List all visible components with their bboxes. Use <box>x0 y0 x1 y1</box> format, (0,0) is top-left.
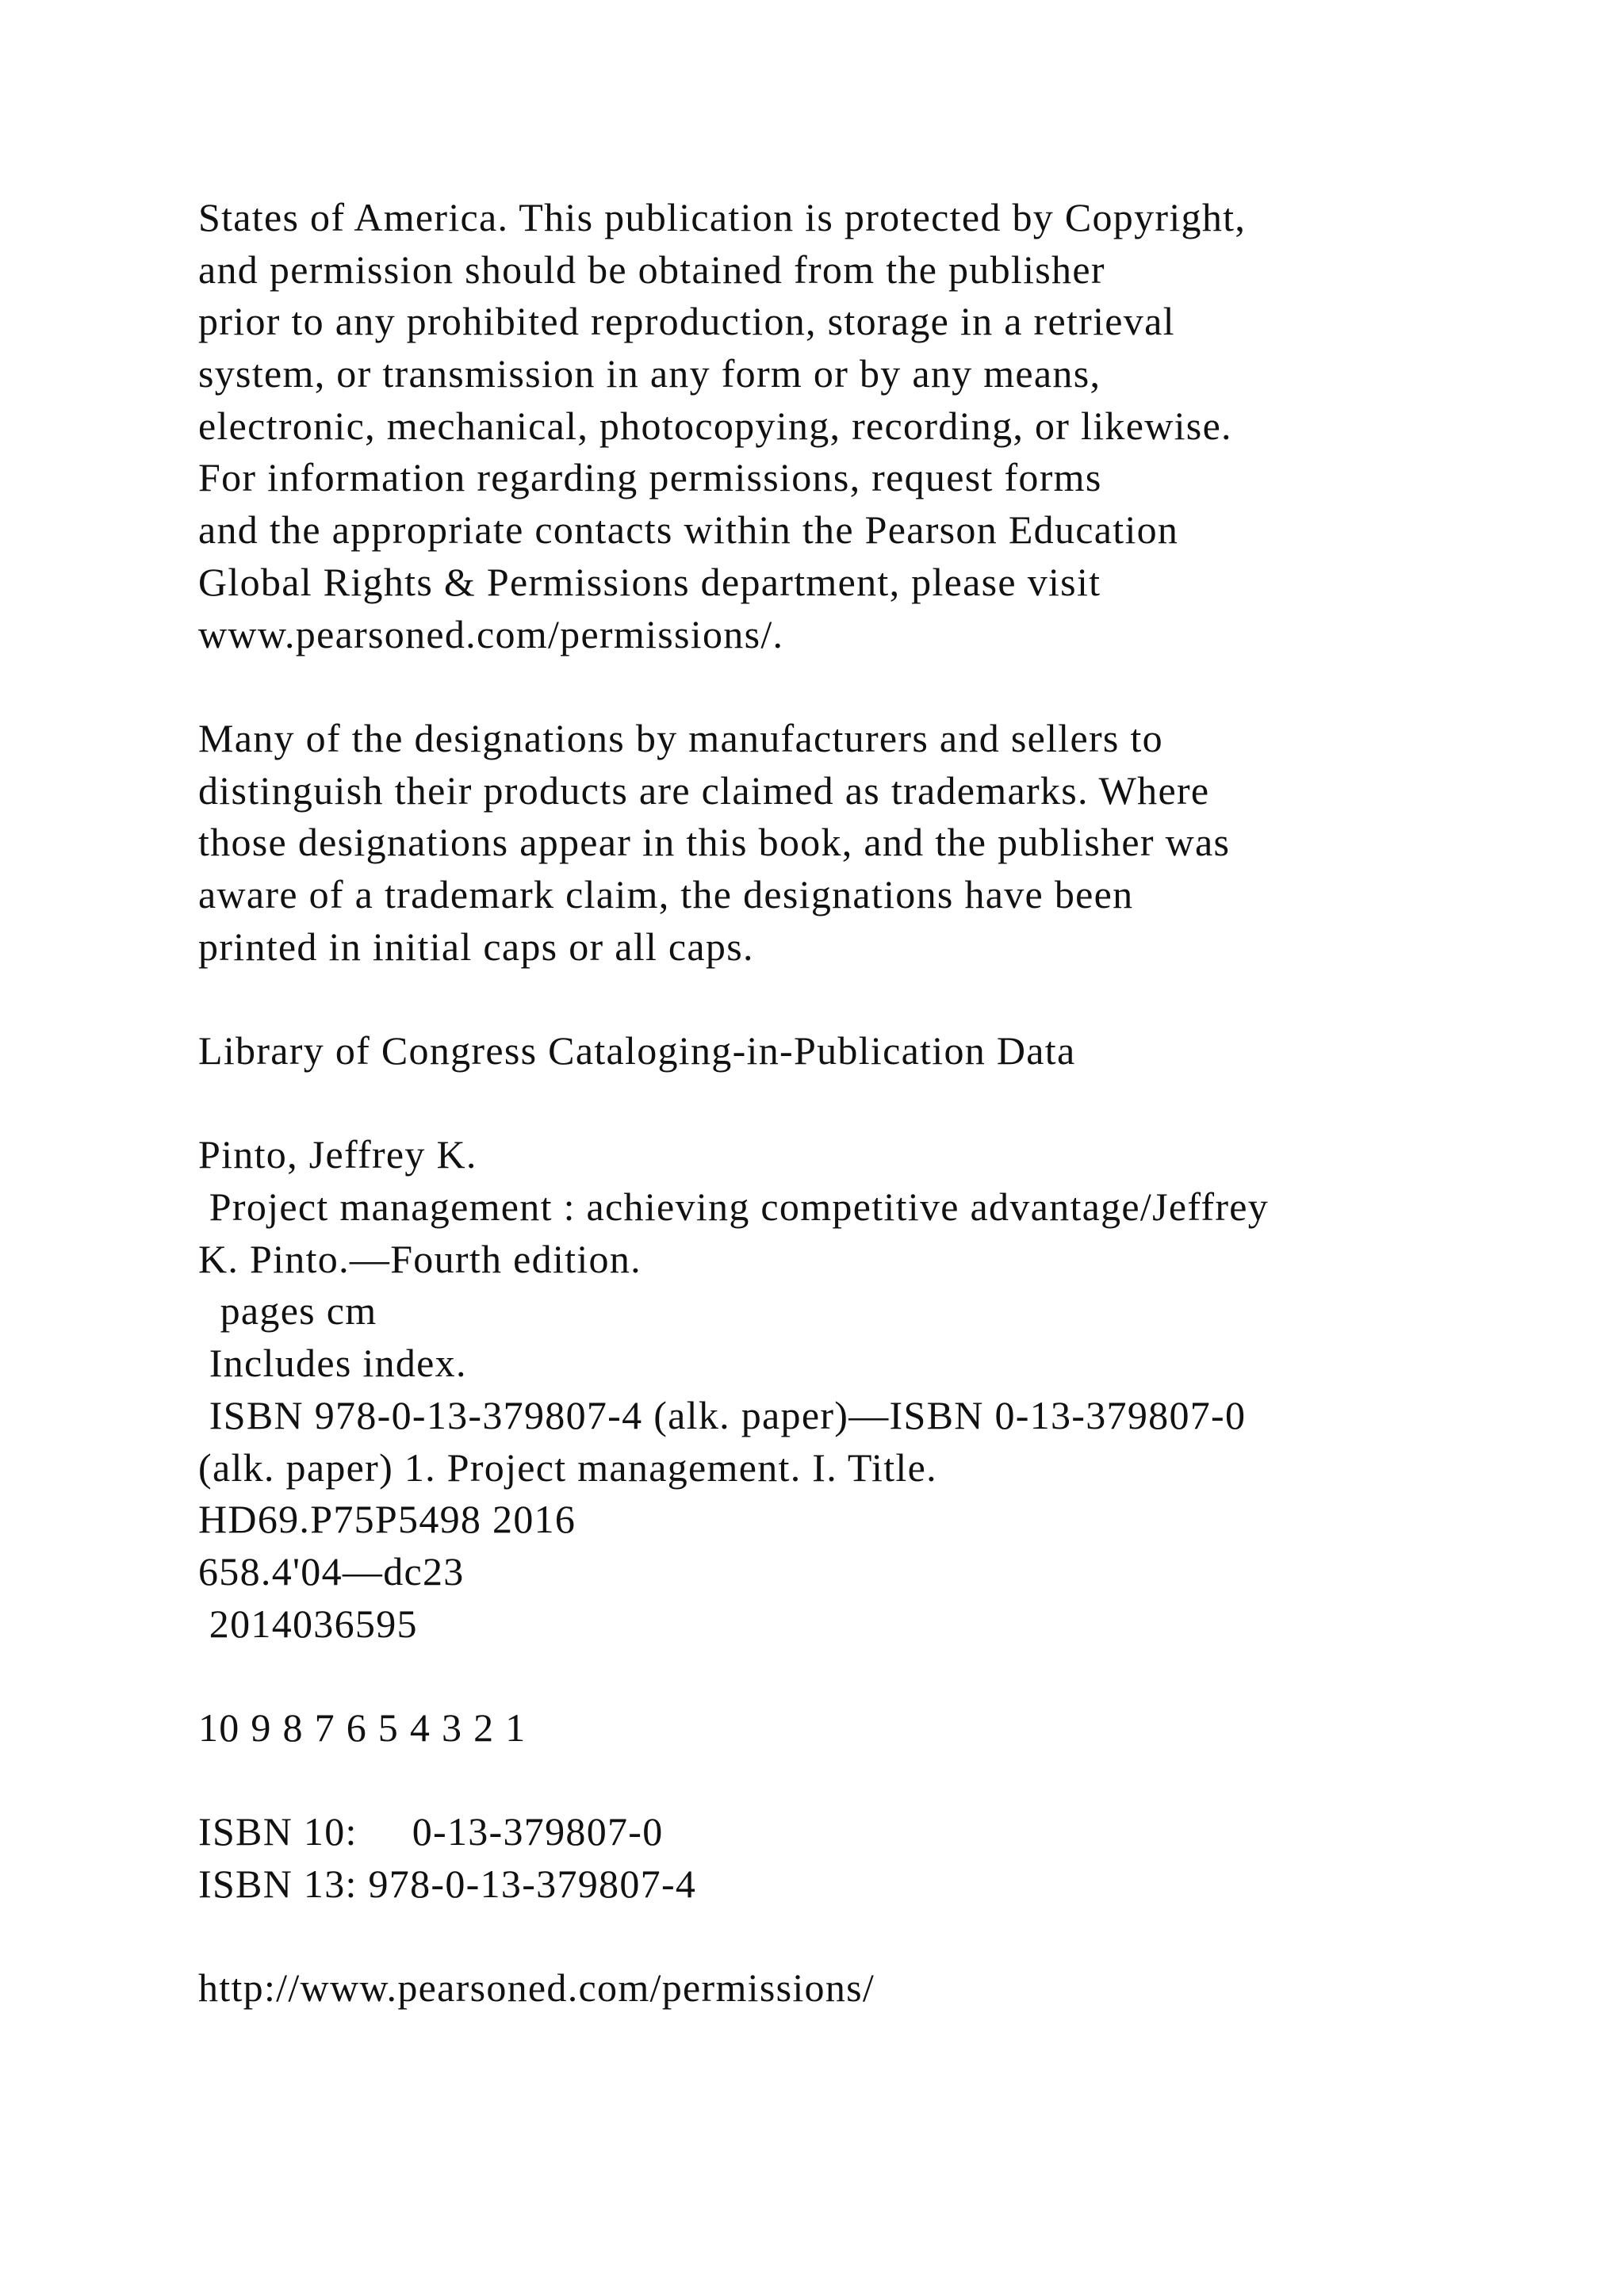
copyright-paragraph <box>198 192 1594 660</box>
cip-title: Project management : achieving competitive advantage/Jeffrey <box>198 1184 1270 1230</box>
paragraph-spacer <box>198 1911 1594 1963</box>
cip-lccn: 2014036595 <box>198 1601 418 1646</box>
isbn-block <box>198 1806 1594 1910</box>
trademark-line: distinguish their products are claimed as trademarks. Where <box>198 767 1210 813</box>
cip-dewey-classification: 658.4'04—dc23 <box>198 1548 465 1594</box>
trademark-line: those designations appear in this book, and the publisher was <box>198 820 1231 865</box>
copyright-line: system, or transmission in any form or by any means, <box>198 351 1101 396</box>
trademark-line: aware of a trademark claim, the designations have been <box>198 871 1134 916</box>
printing-line: 10 9 8 7 6 5 4 3 2 1 <box>198 1705 527 1750</box>
cip-heading: Library of Congress Cataloging-in-Publication Data <box>198 1028 1076 1073</box>
trademark-line: printed in initial caps or all caps. <box>198 924 754 969</box>
cip-index-note: Includes index. <box>198 1341 467 1386</box>
cip-isbn: ISBN 978-0-13-379807-4 (alk. paper)—ISBN 0-13-379807-0 <box>198 1392 1247 1437</box>
paragraph-spacer <box>198 1077 1594 1130</box>
cip-subjects: (alk. paper) 1. Project management. I. Title. <box>198 1445 937 1490</box>
isbn-13: ISBN 13: 978-0-13-379807-4 <box>198 1862 697 1906</box>
copyright-line: For information regarding permissions, request forms <box>198 455 1102 500</box>
cip-lc-classification: HD69.P75P5498 2016 <box>198 1497 576 1542</box>
isbn-10: ISBN 10: 0-13-379807-0 <box>198 1809 664 1854</box>
cip-pages: pages cm <box>198 1288 377 1334</box>
cip-title-continued: K. Pinto.—Fourth edition. <box>198 1236 642 1281</box>
paragraph-spacer <box>198 1755 1594 1807</box>
cip-record <box>198 1129 1594 1650</box>
paragraph-spacer <box>198 1650 1594 1702</box>
copyright-line: and the appropriate contacts within the Pearson Education <box>198 507 1179 553</box>
copyright-page-text <box>198 192 1594 2015</box>
copyright-line: Global Rights & Permissions department, please visit <box>198 559 1101 604</box>
copyright-line: prior to any prohibited reproduction, storage in a retrieval <box>198 299 1175 344</box>
permissions-url-text: www.pearsoned.com/permissions/. <box>198 611 784 656</box>
paragraph-spacer <box>198 660 1594 713</box>
cip-author: Pinto, Jeffrey K. <box>198 1132 477 1177</box>
trademark-line: Many of the designations by manufacturers and sellers to <box>198 715 1163 760</box>
permissions-link[interactable]: http://www.pearsoned.com/permissions/ <box>198 1965 875 2011</box>
copyright-line: electronic, mechanical, photocopying, recording, or likewise. <box>198 403 1232 448</box>
copyright-line: and permission should be obtained from the publisher <box>198 247 1105 292</box>
copyright-line: States of America. This publication is protected by Copyright, <box>198 195 1247 239</box>
trademark-paragraph <box>198 713 1594 973</box>
paragraph-spacer <box>198 973 1594 1025</box>
